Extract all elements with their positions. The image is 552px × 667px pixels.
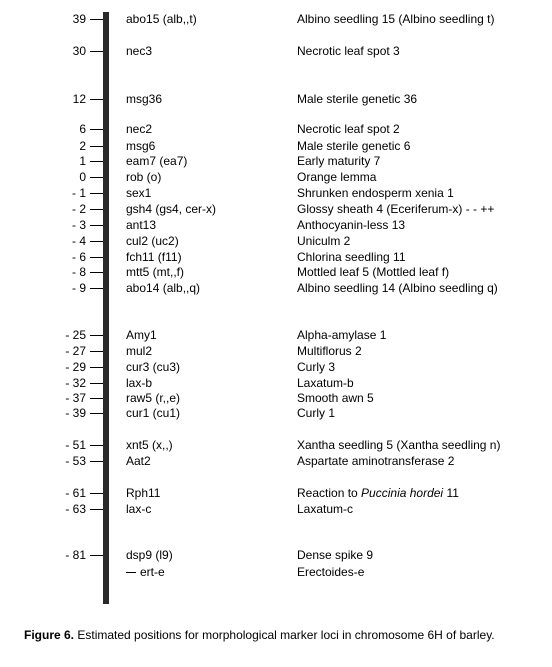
locus-tick — [90, 351, 103, 352]
locus-tick — [90, 19, 103, 20]
locus-tick — [90, 288, 103, 289]
locus-name-text: Anthocyanin-less 13 — [297, 218, 406, 232]
locus-tick — [90, 241, 103, 242]
locus-position: - 39 — [65, 406, 86, 420]
locus-name — [297, 406, 335, 420]
locus-symbol: abo14 (alb,,q) — [126, 281, 201, 295]
locus-tick — [90, 367, 103, 368]
locus-tick — [90, 209, 103, 210]
locus-position: - 32 — [65, 376, 86, 390]
locus-name-text: Dense spike 9 — [297, 548, 374, 562]
locus-name-text: Reaction to — [297, 486, 362, 500]
locus-tick — [90, 51, 103, 52]
locus-name-text: Shrunken endosperm xenia 1 — [297, 186, 454, 200]
locus-position: - 9 — [71, 281, 86, 295]
locus-name-text: Albino seedling 14 (Albino seedling q) — [297, 281, 498, 295]
locus-name-text: Chlorina seedling 11 — [297, 250, 406, 264]
locus-symbol: sex1 — [126, 186, 152, 200]
locus-symbol: cur1 (cu1) — [126, 406, 181, 420]
locus-position: 30 — [72, 44, 86, 58]
locus-name — [297, 548, 373, 562]
figure-label: Figure 6. — [24, 628, 75, 642]
locus-name-text: Erectoides-e — [297, 565, 365, 579]
figure-caption-text: Estimated positions for morphological marker loci in chromosome 6H of barley. — [74, 628, 495, 642]
locus-symbol: lax-b — [126, 376, 153, 390]
locus-name — [297, 154, 380, 168]
locus-symbol: ert-e — [140, 565, 165, 579]
locus-symbol: nec2 — [126, 122, 153, 136]
locus-name-text: Orange lemma — [297, 170, 377, 184]
locus-symbol: raw5 (r,,e) — [126, 391, 181, 405]
locus-symbol: gsh4 (gs4, cer-x) — [126, 202, 217, 216]
locus-name-text: Necrotic leaf spot 3 — [297, 44, 400, 58]
locus-tick — [90, 177, 103, 178]
locus-name-italic: Puccinia hordei — [361, 486, 444, 500]
locus-position: 1 — [79, 154, 86, 168]
locus-position: 0 — [79, 170, 86, 184]
locus-tick — [90, 161, 103, 162]
locus-name-text: Multiflorus 2 — [297, 344, 362, 358]
locus-symbol: lax-c — [126, 502, 152, 516]
locus-tick — [90, 555, 103, 556]
chromosome-6h-bar — [103, 12, 109, 604]
locus-name — [297, 502, 353, 516]
locus-name — [297, 218, 405, 232]
locus-position: - 8 — [71, 265, 86, 279]
locus-name — [297, 170, 376, 184]
locus-tick — [90, 225, 103, 226]
locus-tick — [90, 257, 103, 258]
locus-position: - 27 — [65, 344, 86, 358]
locus-name — [297, 486, 459, 500]
locus-symbol: Rph11 — [126, 486, 161, 500]
locus-tick — [90, 445, 103, 446]
locus-symbol: fch11 (f11) — [126, 250, 182, 264]
locus-name — [297, 265, 449, 279]
locus-name — [297, 139, 410, 153]
locus-symbol: msg6 — [126, 139, 156, 153]
locus-tick — [90, 398, 103, 399]
locus-name — [297, 281, 498, 295]
locus-name-text: Male sterile genetic 6 — [297, 139, 411, 153]
locus-position: - 3 — [71, 218, 86, 232]
locus-tick — [90, 146, 103, 147]
locus-tick — [90, 383, 103, 384]
locus-tick — [90, 413, 103, 414]
locus-position: - 81 — [65, 548, 86, 562]
locus-position: - 61 — [65, 486, 86, 500]
locus-name — [297, 360, 335, 374]
locus-name-text: Uniculm 2 — [297, 234, 351, 248]
locus-symbol: rob (o) — [126, 170, 162, 184]
locus-name — [297, 234, 350, 248]
locus-name-text: Aspartate aminotransferase 2 — [297, 454, 455, 468]
locus-name — [297, 565, 364, 579]
locus-name — [297, 376, 354, 390]
locus-tick — [90, 129, 103, 130]
locus-symbol: mul2 — [126, 344, 153, 358]
locus-tick — [90, 272, 103, 273]
locus-name-text: Male sterile genetic 36 — [297, 92, 418, 106]
locus-name — [297, 328, 386, 342]
locus-name — [297, 454, 454, 468]
locus-tick — [90, 461, 103, 462]
locus-position: - 2 — [71, 202, 86, 216]
locus-position: - 37 — [65, 391, 86, 405]
locus-position: - 25 — [65, 328, 86, 342]
locus-position: 6 — [79, 122, 86, 136]
locus-name-text: Glossy sheath 4 (Eceriferum-x) - - ++ — [297, 202, 495, 216]
locus-name — [297, 438, 500, 452]
locus-tick — [90, 509, 103, 510]
locus-name-text: Early maturity 7 — [297, 154, 381, 168]
locus-symbol: cur3 (cu3) — [126, 360, 181, 374]
locus-name — [297, 92, 417, 106]
locus-symbol: Aat2 — [126, 454, 151, 468]
locus-position: 39 — [72, 12, 86, 26]
locus-name-text: Necrotic leaf spot 2 — [297, 122, 400, 136]
locus-name — [297, 344, 362, 358]
figure-caption — [24, 627, 534, 643]
locus-position: - 63 — [65, 502, 86, 516]
locus-tick — [90, 99, 103, 100]
locus-name-text: Laxatum-b — [297, 376, 354, 390]
locus-position: 12 — [72, 92, 86, 106]
locus-symbol: eam7 (ea7) — [126, 154, 188, 168]
locus-symbol: cul2 (uc2) — [126, 234, 179, 248]
locus-name — [297, 202, 494, 216]
locus-name-suffix: 11 — [443, 486, 459, 500]
locus-name — [297, 44, 400, 58]
locus-name-text: Curly 3 — [297, 360, 336, 374]
locus-name — [297, 12, 494, 26]
locus-name — [297, 391, 374, 405]
locus-symbol: dsp9 (l9) — [126, 548, 173, 562]
locus-name — [297, 250, 406, 264]
locus-symbol: abo15 (alb,,t) — [126, 12, 197, 26]
locus-name-text: Alpha-amylase 1 — [297, 328, 387, 342]
locus-name — [297, 186, 454, 200]
locus-symbol: Amy1 — [126, 328, 157, 342]
locus-symbol: mtt5 (mt,,f) — [126, 265, 184, 279]
locus-position: - 6 — [71, 250, 86, 264]
locus-position: - 4 — [71, 234, 86, 248]
locus-tick — [126, 572, 136, 573]
locus-name-text: Laxatum-c — [297, 502, 354, 516]
locus-position: - 51 — [65, 438, 86, 452]
locus-name-text: Albino seedling 15 (Albino seedling t) — [297, 12, 495, 26]
locus-name-text: Xantha seedling 5 (Xantha seedling n) — [297, 438, 501, 452]
locus-position: - 29 — [65, 360, 86, 374]
locus-symbol: xnt5 (x,,) — [126, 438, 173, 452]
locus-tick — [90, 493, 103, 494]
locus-name — [297, 122, 400, 136]
locus-symbol: msg36 — [126, 92, 163, 106]
locus-name-text: Curly 1 — [297, 406, 336, 420]
locus-position: - 1 — [71, 186, 86, 200]
locus-tick — [90, 335, 103, 336]
locus-name-text: Mottled leaf 5 (Mottled leaf f) — [297, 265, 450, 279]
locus-position: - 53 — [65, 454, 86, 468]
locus-position: 2 — [79, 139, 86, 153]
locus-symbol: ant13 — [126, 218, 157, 232]
locus-symbol: nec3 — [126, 44, 153, 58]
locus-name-text: Smooth awn 5 — [297, 391, 374, 405]
locus-tick — [90, 193, 103, 194]
